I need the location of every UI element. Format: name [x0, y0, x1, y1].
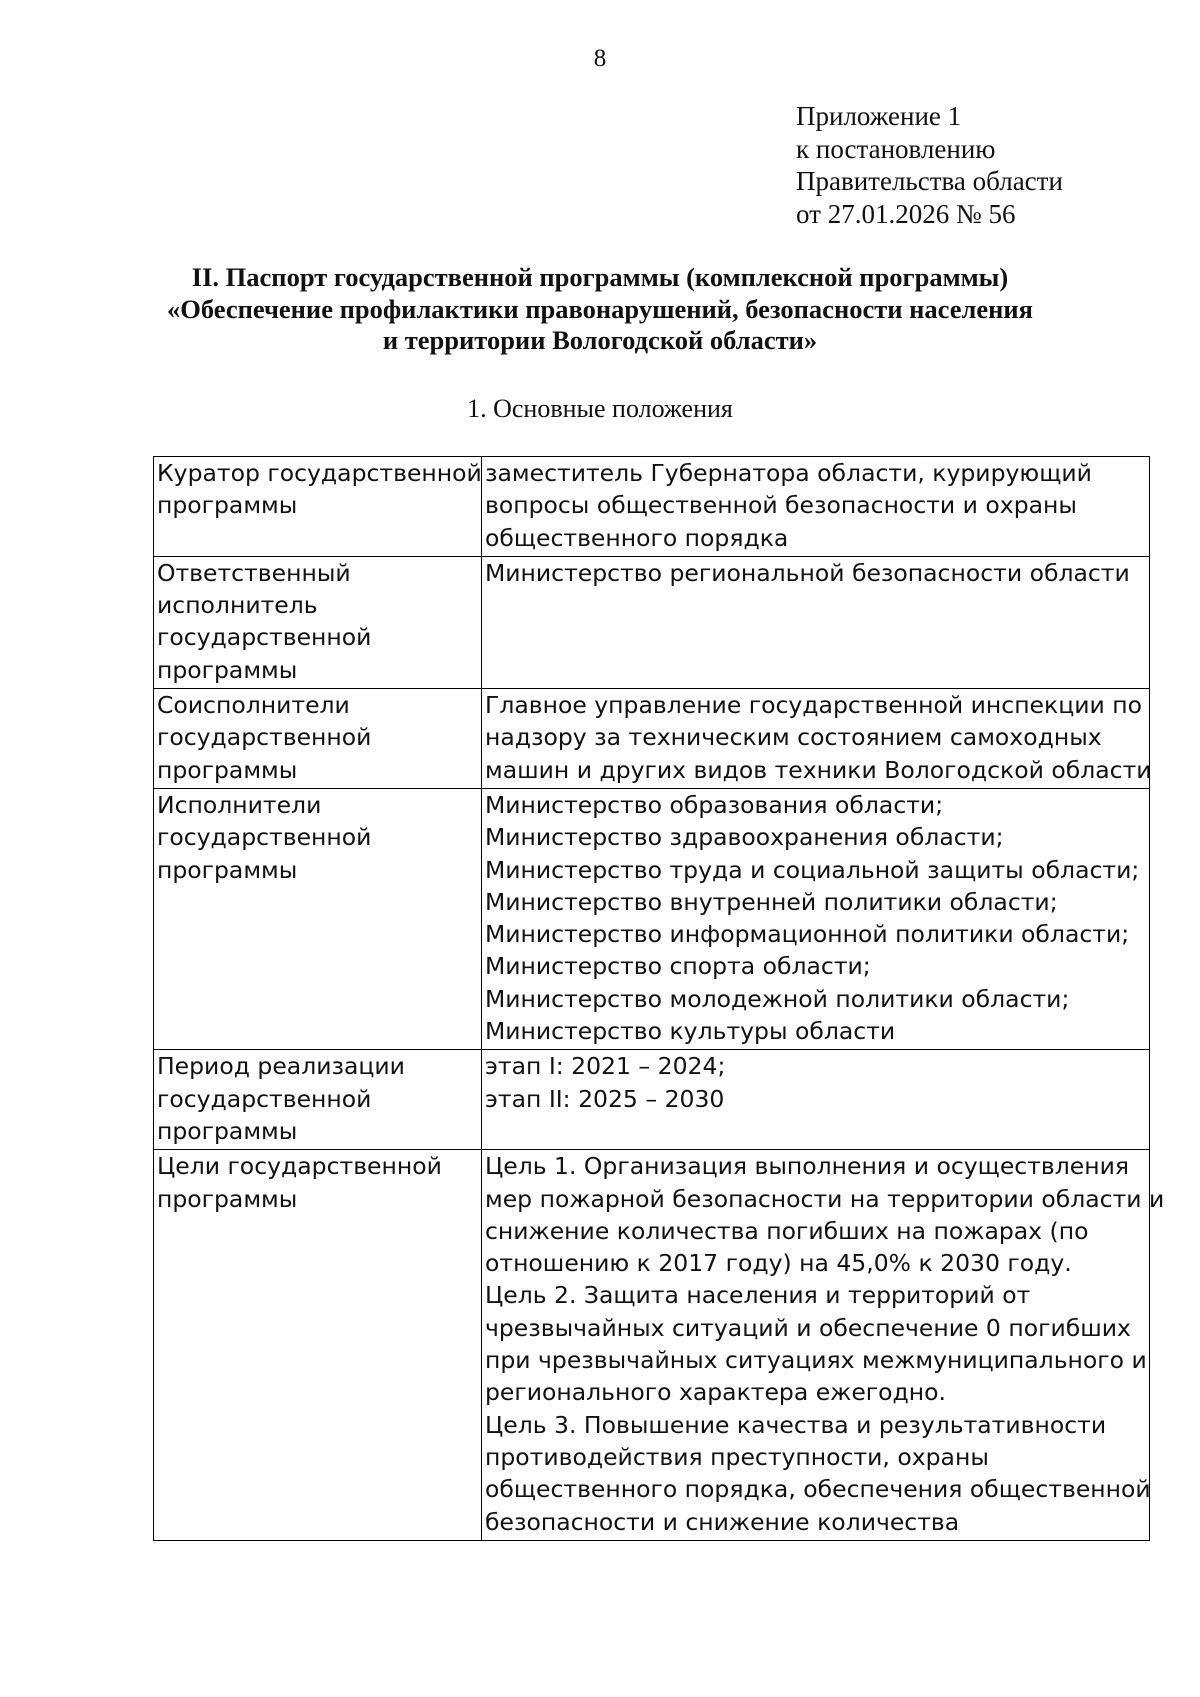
passport-table: [153, 456, 1165, 1541]
row-label-line: исполнитель: [157, 591, 318, 620]
row-label-line: программы: [157, 491, 298, 520]
appendix-line: Правительства области: [796, 166, 1063, 196]
row-label-line: программы: [157, 1184, 298, 1213]
row-label-cell: [154, 457, 482, 557]
row-value-line: Цель 3. Повышение качества и результативности: [485, 1410, 1107, 1439]
row-value-cell: [482, 556, 1150, 688]
row-value-line: Министерство молодежной политики области;: [485, 984, 1070, 1013]
row-value-line: вопросы общественной безопасности и охраны: [485, 491, 1077, 520]
table-row: [154, 1150, 1150, 1541]
table-row: [154, 457, 1150, 557]
row-value-line: общественного порядка, обеспечения общественной: [485, 1475, 1151, 1504]
row-label-line: Исполнители: [157, 790, 322, 819]
row-value-line: машин и других видов техники Вологодской области: [485, 755, 1152, 784]
table-row: [154, 788, 1150, 1049]
row-label-line: государственной: [157, 723, 372, 752]
row-value-cell: [482, 788, 1150, 1049]
row-label-cell: [154, 1150, 482, 1541]
row-value-line: безопасности и снижение количества: [485, 1507, 960, 1536]
row-value-cell: [482, 457, 1150, 557]
row-value-line: этап II: 2025 – 2030: [485, 1084, 725, 1113]
row-label-cell: [154, 689, 482, 789]
title-line: II. Паспорт государственной программы (комплексной программы): [191, 262, 1009, 292]
row-value-line: этап I: 2021 – 2024;: [485, 1052, 726, 1081]
row-label-line: государственной: [157, 823, 372, 852]
row-value-line: Министерство здравоохранения области;: [485, 823, 1004, 852]
appendix-header: [796, 100, 1176, 230]
table-row: [154, 689, 1150, 789]
row-label-cell: [154, 1050, 482, 1150]
row-label-line: программы: [157, 855, 298, 884]
row-value-line: мер пожарной безопасности на территории области и: [485, 1184, 1165, 1213]
row-label-line: Куратор государственной: [157, 459, 482, 487]
row-value-line: Цель 1. Организация выполнения и осуществления: [485, 1152, 1129, 1181]
row-value-line: надзору за техническим состоянием самоходных: [485, 723, 1102, 752]
row-label-cell: [154, 788, 482, 1049]
row-value-line: при чрезвычайных ситуациях межмуниципального и: [485, 1346, 1147, 1375]
row-value-line: Цель 2. Защита населения и территорий от: [485, 1281, 1031, 1310]
appendix-line: Приложение 1: [796, 101, 962, 131]
row-value-line: Министерство внутренней политики области;: [485, 887, 1058, 916]
section-heading: 1. Основные положения: [467, 394, 733, 423]
row-value-line: Главное управление государственной инспекции по: [485, 691, 1142, 720]
row-value-line: Министерство труда и социальной защиты области;: [485, 855, 1140, 884]
row-label-line: Ответственный: [157, 558, 351, 587]
row-value-line: Министерство культуры области: [485, 1017, 896, 1046]
table-row: [154, 556, 1150, 688]
row-value-cell: [482, 689, 1150, 789]
passport-table-body: [154, 457, 1165, 1541]
row-label-line: программы: [157, 655, 298, 684]
row-value-line: общественного порядка: [485, 523, 789, 552]
row-value-line: Министерство образования области;: [485, 790, 944, 819]
document-title: [100, 262, 1100, 357]
row-value-line: Министерство информационной политики области;: [485, 920, 1130, 949]
row-label-line: программы: [157, 755, 298, 784]
row-label-line: Цели государственной: [157, 1152, 442, 1181]
row-value-line: противодействия преступности, охраны: [485, 1442, 989, 1471]
row-value-line: Министерство спорта области;: [485, 952, 871, 981]
row-value-cell: [482, 1050, 1150, 1150]
appendix-date-number: от 27.01.2026 № 56: [796, 198, 1016, 229]
row-value-line: отношению к 2017 году) на 45,0% к 2030 году.: [485, 1249, 1072, 1278]
row-label-line: Период реализации: [157, 1052, 405, 1081]
row-label-line: государственной: [157, 1084, 372, 1113]
title-line: и территории Вологодской области»: [382, 325, 818, 355]
row-value-line: снижение количества погибших на пожарах (по: [485, 1216, 1089, 1245]
row-label-cell: [154, 556, 482, 688]
row-value-line: регионального характера ежегодно.: [485, 1378, 946, 1407]
row-value-line: чрезвычайных ситуаций и обеспечение 0 погибших: [485, 1313, 1131, 1342]
row-value-cell: [482, 1150, 1165, 1541]
row-label-line: Соисполнители: [157, 691, 350, 720]
title-line: «Обеспечение профилактики правонарушений, безопасности населения: [166, 293, 1034, 324]
row-label-line: программы: [157, 1116, 298, 1145]
appendix-line: к постановлению: [796, 133, 996, 164]
row-value-line: Министерство региональной безопасности области: [485, 558, 1130, 587]
page-number: 8: [593, 45, 607, 72]
row-label-line: государственной: [157, 623, 372, 652]
table-row: [154, 1050, 1150, 1150]
row-value-line: заместитель Губернатора области, курирующий: [485, 459, 1092, 487]
